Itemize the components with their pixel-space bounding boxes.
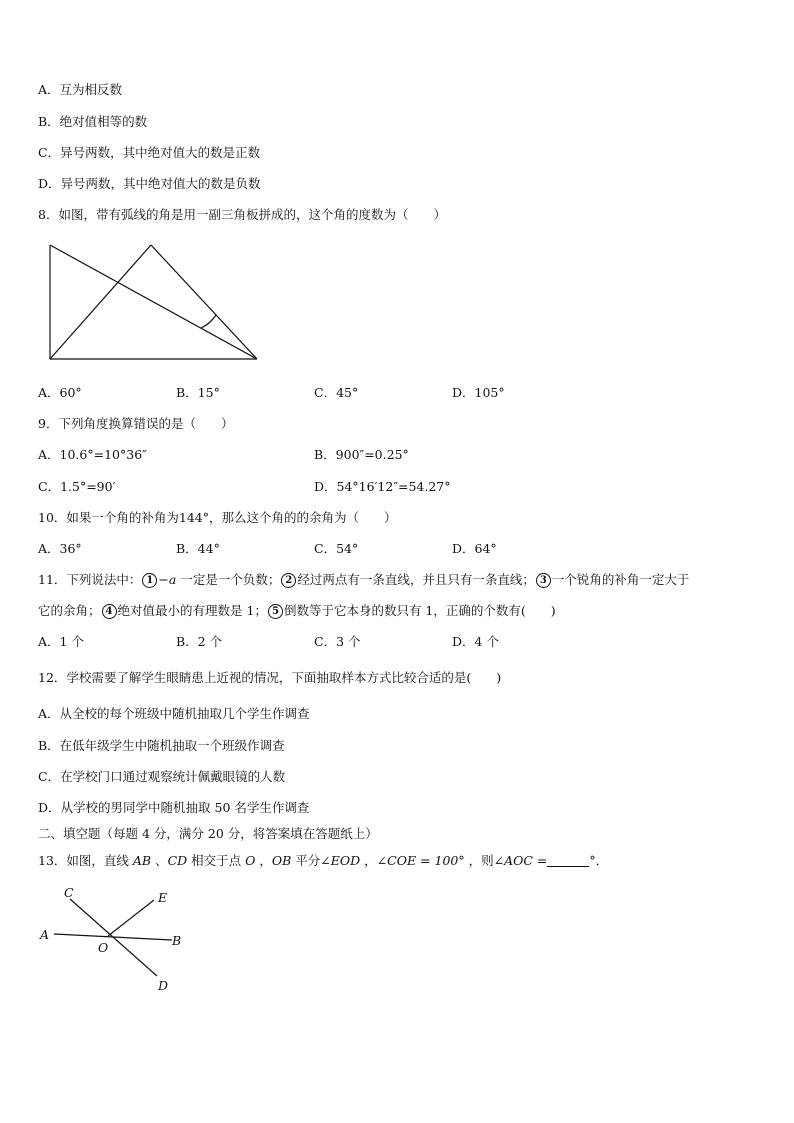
q9-option-d: D．54°16′12″=54.27° — [314, 479, 451, 494]
q8-option-d: D．105° — [452, 385, 505, 400]
q11-s1-text: 一定是一个负数； — [176, 572, 281, 587]
q13-label-d: D — [158, 978, 169, 993]
q11-stem-line2 — [38, 603, 556, 619]
circled-number-5: 5 — [268, 604, 283, 619]
section-heading-fill-in: 二、填空题（每题 4 分，满分 20 分，将答案填在答题纸上） — [38, 826, 378, 841]
q12-option-a: A．从全校的每个班级中随机抽取几个学生作调查 — [38, 706, 310, 721]
q11-s2-text: 经过两点有一条直线，并且只有一条直线； — [297, 572, 535, 587]
q10-stem: 10．如果一个角的补角为144°，那么这个角的的余角为（ ） — [38, 510, 397, 525]
q11-stem-line1 — [38, 572, 689, 588]
q13-ray-oe-drawn — [108, 900, 154, 936]
q11-s3-text: 一个锐角的补角一定大于 — [551, 572, 690, 587]
q13-text-7: ，则 — [464, 853, 494, 868]
q8-option-c: C．45° — [314, 385, 359, 400]
q7-option-d: D．异号两数，其中绝对值大的数是负数 — [38, 176, 261, 191]
q13-stem — [38, 853, 608, 869]
q10-option-b: B．44° — [176, 541, 220, 556]
q12-stem: 12．学校需要了解学生眼睛患上近视的情况，下面抽取样本方式比较合适的是( ) — [38, 670, 502, 685]
q13-angle-aoc: ∠AOC = — [493, 853, 548, 868]
q13-angle-eod: ∠EOD — [320, 853, 361, 868]
q13-text-3: 相交于点 — [187, 853, 246, 868]
q13-label-b: B — [172, 933, 182, 948]
q13-line-cd: CD — [167, 853, 188, 868]
circled-number-4: 4 — [102, 604, 117, 619]
q11-s5-text: 倒数等于它本身的数只有 1，正确的个数有( ) — [283, 603, 556, 618]
q13-lines-figure — [36, 884, 196, 994]
q11-option-c: C．3 个 — [314, 634, 361, 649]
q9-option-a: A．10.6°=10°36″ — [38, 447, 147, 462]
q13-label-o: O — [98, 940, 109, 955]
q11-option-a: A．1 个 — [38, 634, 84, 649]
circled-number-1: 1 — [142, 573, 157, 588]
q8-stem: 8．如图，带有弧线的角是用一副三角板拼成的，这个角的度数为（ ） — [38, 207, 446, 222]
circled-number-2: 2 — [281, 573, 296, 588]
q12-option-c: C．在学校门口通过观察统计佩戴眼镜的人数 — [38, 769, 286, 784]
q11-option-b: B．2 个 — [176, 634, 223, 649]
q13-label-a: A — [40, 927, 50, 942]
q8-option-b: B．15° — [176, 385, 220, 400]
q10-option-d: D．64° — [452, 541, 497, 556]
q13-text-4: ， — [255, 853, 272, 868]
q7-option-c: C．异号两数，其中绝对值大的数是正数 — [38, 145, 261, 160]
q11-line2-start: 它的余角； — [38, 603, 101, 618]
q8-edge-rising — [50, 245, 151, 359]
q13-answer-blank[interactable] — [547, 854, 589, 867]
q10-option-a: A．36° — [38, 541, 82, 556]
q10-option-c: C．54° — [314, 541, 359, 556]
q12-option-b: B．在低年级学生中随机抽取一个班级作调查 — [38, 738, 285, 753]
q8-edge-diagonal — [50, 245, 257, 359]
q8-edge-falling — [151, 245, 257, 359]
q13-label-e: E — [158, 890, 168, 905]
q11-intro: 11．下列说法中： — [38, 572, 142, 587]
q13-point-o: O — [245, 853, 256, 868]
q13-label-c: C — [64, 885, 74, 900]
q11-s1-minus: − — [158, 572, 169, 587]
q13-line-ab: AB — [132, 853, 152, 868]
q11-s1-var: a — [168, 572, 177, 587]
q11-option-d: D．4 个 — [452, 634, 499, 649]
q8-triangle-figure — [46, 240, 262, 366]
q12-option-d: D．从学校的男同学中随机抽取 50 名学生作调查 — [38, 800, 310, 815]
q11-s4-text: 绝对值最小的有理数是 1； — [117, 603, 267, 618]
q8-angle-arc — [201, 315, 216, 328]
q9-option-b: B．900″=0.25° — [314, 447, 409, 462]
q13-line-cd-drawn — [70, 899, 157, 976]
q13-text-5: 平分 — [291, 853, 321, 868]
q13-ray-ob: OB — [271, 853, 292, 868]
q13-angle-coe: ∠COE = 100° — [376, 853, 465, 868]
q13-text-1: 13．如图，直线 — [38, 853, 133, 868]
q13-text-2: 、 — [151, 853, 168, 868]
q9-stem: 9．下列角度换算错误的是（ ） — [38, 416, 234, 431]
q13-text-8: °． — [589, 853, 609, 868]
q7-option-a: A．互为相反数 — [38, 82, 123, 97]
q8-option-a: A．60° — [38, 385, 82, 400]
circled-number-3: 3 — [536, 573, 551, 588]
q13-text-6: ， — [360, 853, 377, 868]
q9-option-c: C．1.5°=90′ — [38, 479, 116, 494]
q7-option-b: B．绝对值相等的数 — [38, 114, 148, 129]
